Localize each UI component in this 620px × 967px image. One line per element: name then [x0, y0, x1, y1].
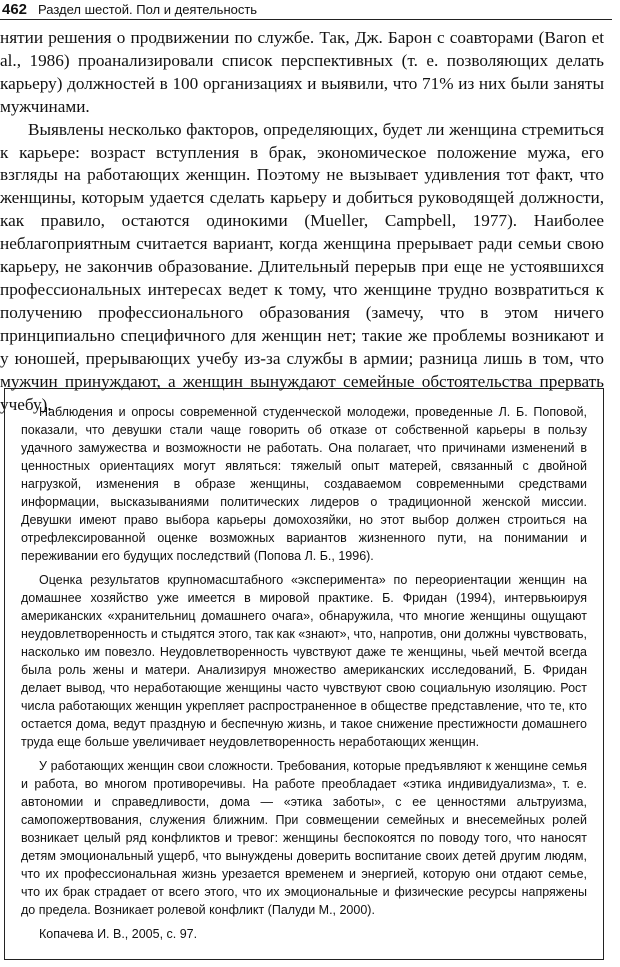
box-citation: Копачева И. В., 2005, с. 97. — [39, 927, 198, 941]
main-text — [0, 27, 604, 416]
box-paragraph: У работающих женщин свои сложности. Требования, которые предъявляют к женщине семья и работа, во многом противоречивы. На работе преобладает «этика индивидуализма», т. е. автономии и справедливости, дома — «этика заботы», с ее ценностями альтруизма, самопожертвования, служения ближним. При совмещении семейных и внесемейных ролей возникает целый ряд конфликтов и тревог: женщины беспокоятся по поводу того, что наносят детям эмоциональный ущерб, что вынуждены доверить воспитание своих детей другим людям, что их профессиональная жизнь урезается временем и энергией, которую они отдают семье, что их брак страдает от всего этого, что их эмоциональные и физические ресурсы напряжены до предела. Возникает ролевой конфликт (Палуди М., 2000). — [21, 759, 587, 917]
box-paragraph: Оценка результатов крупномасштабного «эксперимента» по переориентации женщин на домашнее хозяйство уже имеется в мировой практике. Б. Фридан (1994), интервьюируя американских «хранительниц домашнего очага», обнаружила, что многие женщины ощущают неудовлетворенность и стыдятся этого, так как «знают», что, напротив, они должны чувствовать, насколько им повезло. Неудовлетворенность чувствуют даже те женщины, чьей мечтой всегда была роль жены и матери. Анализируя множество американских исследований, Б. Фридан делает вывод, что неработающие женщины часто чувствуют свою социальную изоляцию. Рост числа работающих женщин укрепляет распространенное в обществе представление, что те, кто остается дома, ведут праздную и беспечную жизнь, и такое снижение престижности домашнего труда еще больше увеличивает неудовлетворенность неработающих женщин. — [21, 573, 587, 749]
box-paragraph: Наблюдения и опросы современной студенческой молодежи, проведенные Л. Б. Поповой, показали, что девушки стали чаще говорить об отказе от собственной карьеры в пользу удачного замужества и возможности не работать. Она полагает, что причинами изменений в ценностных ориентациях могут являться: тяжелый опыт матерей, связанный с двойной нагрузкой, изменения в образе женщины, создаваемом современными средствами информации, высказываниями политических лидеров о традиционной женской миссии. Девушки имеют право выбора карьеры домохозяйки, но этот выбор должен строиться на отрефлексированной оценке возможных вариантов жизненного пути, на понимании и переживании его будущих последствий (Попова Л. Б., 1996). — [21, 405, 587, 563]
main-paragraph: Выявлены несколько факторов, определяющих, будет ли женщина стремиться к карьере: возраст вступления в брак, экономическое положение мужа, его взгляды на работающих женщин. Поэтому не вызывает удивления тот факт, что женщины, которым удается сделать карьеру и добиться руководящей должности, как правило, остаются одинокими (Mueller, Campbell, 1977). Наиболее неблагоприятным считается вариант, когда женщина прерывает ради семьи свою карьеру, не закончив образование. Длительный перерыв при еще не устоявшихся профессиональных интересах ведет к тому, что женщине трудно возвратиться к получению профессионального образования (замечу, что в этом ничего принципиально специфичного для женщин нет; такие же проблемы возникают и у юношей, прерывающих учебу из-за службы в армии; разница лишь в том, что мужчин принуждают, а женщин вынуждают семейные обстоятельства прервать учебу). — [0, 119, 604, 414]
header-rule — [0, 19, 612, 20]
page-number: 462 — [2, 1, 28, 18]
section-title: Раздел шестой. Пол и деятельность — [38, 2, 258, 17]
main-paragraph: нятии решения о продвижении по службе. Так, Дж. Барон с соавторами (Baron et al., 1986) проанализировали список перспективных (т. е. позволяющих делать карьеру) должностей в 100 организациях и выявили, что 71% из них были заняты мужчинами. — [0, 28, 604, 116]
running-header — [0, 0, 620, 20]
sidebar-box — [4, 388, 604, 960]
